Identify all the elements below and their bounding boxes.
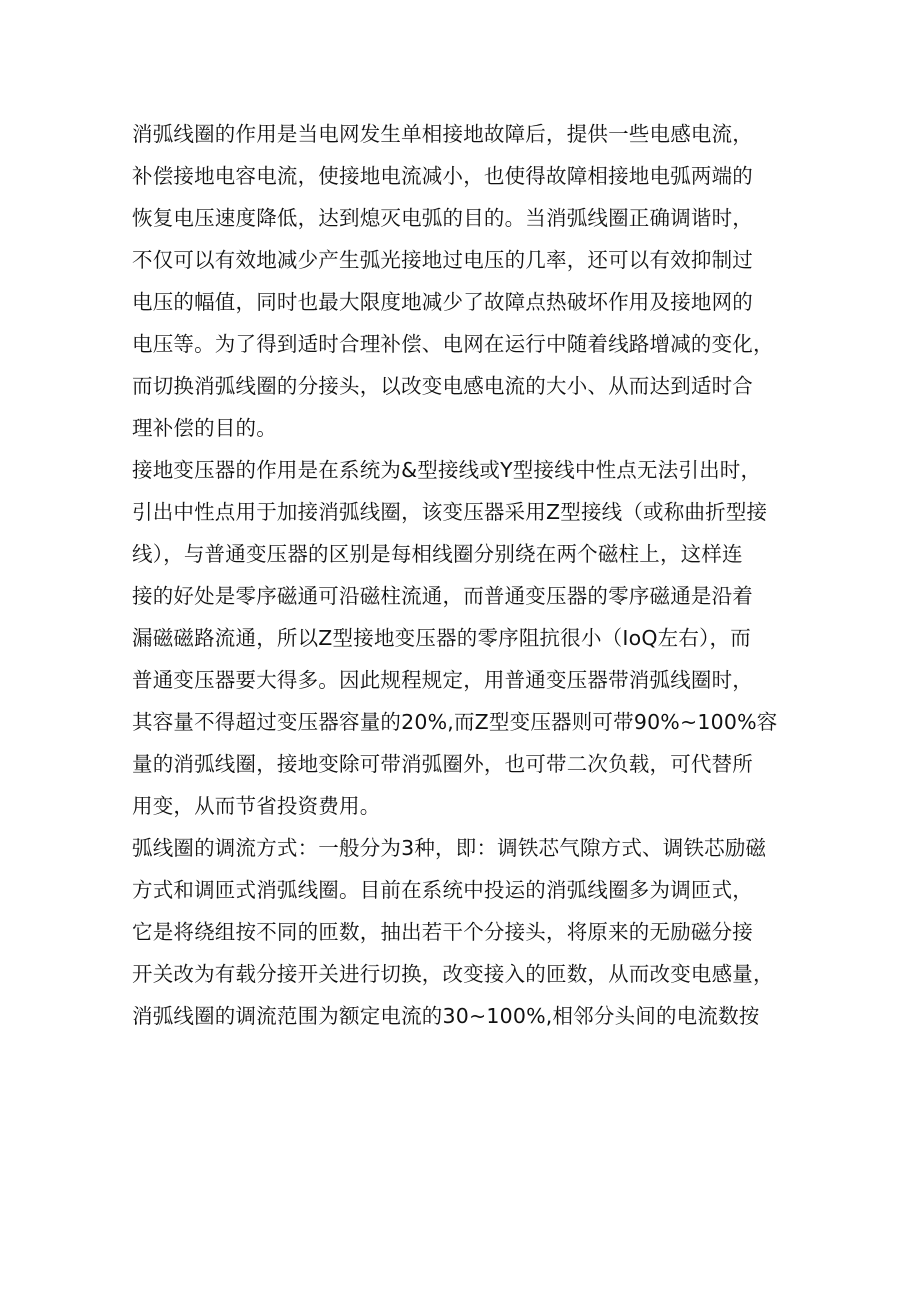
text-line: 恢复电压速度降低，达到熄灭电弧的目的。当消弧线圈正确调谐时， — [132, 206, 753, 230]
text-line: 量的消弧线圈，接地变除可带消弧圈外，也可带二次负载，可代替所 — [132, 752, 753, 776]
text-line: 接的好处是零序磁通可沿磁柱流通，而普通变压器的零序磁通是沿着 — [132, 584, 753, 608]
paragraph-3 — [132, 827, 792, 1037]
document-body — [132, 113, 792, 1037]
text-line: 而切换消弧线圈的分接头，以改变电感电流的大小、从而达到适时合 — [132, 374, 753, 398]
text-line: 消弧线圈的作用是当电网发生单相接地故障后，提供一些电感电流， — [132, 122, 753, 146]
text-line: 方式和调匝式消弧线圈。目前在系统中投运的消弧线圈多为调匝式， — [132, 878, 753, 902]
text-line: 理补偿的目的。 — [132, 416, 277, 440]
text-line: 电压等。为了得到适时合理补偿、电网在运行中随着线路增减的变化， — [132, 332, 774, 356]
text-line: 补偿接地电容电流，使接地电流减小，也使得故障相接地电弧两端的 — [132, 164, 753, 188]
text-line: 漏磁磁路流通，所以Z型接地变压器的零序阻抗很小（IoQ左右），而 — [132, 626, 751, 650]
paragraph-2 — [132, 449, 792, 827]
text-line: 其容量不得超过变压器容量的20%,而Z型变压器则可带90%~100%容 — [132, 710, 778, 734]
paragraph-1 — [132, 113, 792, 449]
text-line: 线），与普通变压器的区别是每相线圈分别绕在两个磁柱上，这样连 — [132, 542, 743, 566]
text-line: 不仅可以有效地减少产生弧光接地过电压的几率，还可以有效抑制过 — [132, 248, 753, 272]
text-line: 接地变压器的作用是在系统为&型接线或Y型接线中性点无法引出时， — [132, 458, 762, 482]
text-line: 用变，从而节省投资费用。 — [132, 794, 381, 818]
text-line: 弧线圈的调流方式：一般分为3种，即：调铁芯气隙方式、调铁芯励磁 — [132, 836, 767, 860]
text-line: 开关改为有载分接开关进行切换，改变接入的匝数，从而改变电感量， — [132, 962, 774, 986]
text-line: 它是将绕组按不同的匝数，抽出若干个分接头，将原来的无励磁分接 — [132, 920, 753, 944]
text-line: 电压的幅值，同时也最大限度地减少了故障点热破坏作用及接地网的 — [132, 290, 753, 314]
text-line: 消弧线圈的调流范围为额定电流的30~100%,相邻分头间的电流数按 — [132, 1004, 760, 1028]
text-line: 引出中性点用于加接消弧线圈，该变压器采用Z型接线（或称曲折型接 — [132, 500, 768, 524]
text-line: 普通变压器要大得多。因此规程规定，用普通变压器带消弧线圈时， — [132, 668, 753, 692]
